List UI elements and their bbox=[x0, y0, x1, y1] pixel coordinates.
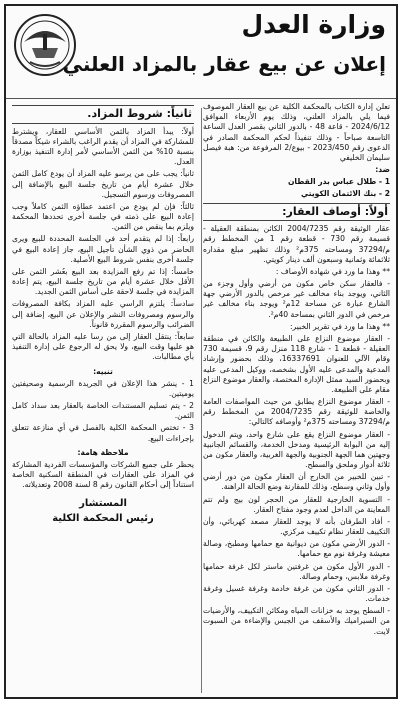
notice-header bbox=[6, 6, 396, 99]
party-item: 2 - بنك الائتمان الكويتي bbox=[301, 189, 390, 199]
terms-paragraph: ثالثاً: فإن لم يودع من اعتمد عطاؤه الثمن كاملاً وجب إعادة البيع على ذمته في جلسة أخرى تحددها المحكمة ويلزم بما ينقص من الثمن. bbox=[12, 201, 194, 232]
right-column bbox=[203, 102, 390, 697]
property-paragraph: - الدور الأول مكون من غرفتين ماستر لكل غرفة حمامها وغرفة ملابس، وحمام وصالة. bbox=[203, 561, 390, 581]
property-paragraph: - فالعقار سكن خاص مكون من أرضي وأول وجزء من الثاني، ويوجد بناء مخالف غير مرخص بالدور الأرضي جهة الشارع عبارة عن مساحة 12م² ويوجد بناء مخالف غير مرخص في الدور الثاني بمساحة 40م². bbox=[203, 279, 390, 319]
terms-paragraph: سابعاً: ينتقل العقار إلى من رسا عليه المزاد بالحالة التي هو عليها وقت البيع، ولا يحق له الرجوع على إدارة التنفيذ بأي مطالبات. bbox=[12, 332, 194, 362]
terms-paragraph: خامساً: إذا تم رفع المزايدة بعد البيع بعُشر الثمن على الأقل خلال عشرة أيام من تاريخ جلسة البيع، يتم إعادة المزايدة في جلسة لاحقة على أساس الثمن الجديد. bbox=[12, 266, 194, 297]
property-paragraph: عقار الوثيقة رقم 2004/7235 الكائن بمنطقة العقيلة - قسيمة رقم 730 - قطعة رقم 1 من المخطط رقم م/37294 ومساحته 375م² وذلك تظهير مبلغ مقداره ثلاثمائة وثمانية وسبعون ألف دينار كويتي. bbox=[203, 224, 390, 264]
notice-item: 1 - ينشر هذا الإعلان في الجريدة الرسمية وصحيفتين يوميتين. bbox=[12, 378, 194, 398]
section-property-description-title: أولاً: أوصاف العقار: bbox=[203, 203, 390, 222]
property-paragraph: - العقار موضوع النزاع على الطبيعة والكائن في منطقة العقيلة - قطعة 1 - شارع 118 منزل رقم 9، قسيمة 730 وقام الآلي للعنوان 16337691، وذلك بحضور وإرشاد المدعية والمدعى عليه الأول بشخصه، ووكيل المدعى عليه وبحضور السيد ممثل الإدارة المختصة، والعقار موضوع النزاع مقام على الطبيعة. bbox=[203, 334, 390, 394]
column-divider bbox=[201, 108, 202, 693]
party-item: 1 - طلال عباس بدر القطان bbox=[287, 177, 390, 187]
section-auction-terms-title: ثانياً: شروط المزاد. bbox=[12, 105, 194, 124]
signature-block bbox=[12, 496, 194, 526]
signature-title: رئيس المحكمة الكلية bbox=[52, 513, 154, 525]
property-paragraph: - السطح يوجد به خزانات المياه ومكائن التكييف، والأرضيات من السيراميك والأسقف من الجبس والإضاءة من السبوت لايت. bbox=[203, 606, 390, 636]
terms-paragraph: أولاً: يبدأ المزاد بالثمن الأساسي للعقار، ويشترط للمشاركة في المزاد أن يقدم الراغب بالشراء شيكاً مصدقاً بنسبة 10% من الثمن الأساسي لأمر إدارة التنفيذ بوزارة العدل. bbox=[12, 126, 194, 167]
intro-text: تعلن إدارة الكتاب بالمحكمة الكلية عن بيع العقار الموصوف فيما يلي بالمزاد العلني، وذلك يوم الأربعاء الموافق 2024/6/12 - قاعة 48 - بالدور الثاني بقصر العدل الساعة التاسعة صباحاً - وذلك تنفيذاً لحكم المحكمة الصادر في الدعوى رقم 2023/450 - بيوع/2 المرفوعة من: هبة فيصل سليمان الخليفي bbox=[203, 102, 390, 162]
terms-paragraph: رابعاً: إذا لم يتقدم أحد في الجلسة المحددة للبيع ويرى الحاضر من ذوي الشأن تأجيل البيع، جاز إعادة البيع في جلسة أخرى بنفس شروط البيع الأصلية. bbox=[12, 234, 194, 264]
property-paragraph: ** وهذا ما ورد في شهادة الأوصاف : bbox=[275, 266, 390, 276]
parties-list bbox=[203, 165, 390, 200]
terms-paragraph: سادساً: يلتزم الراسي عليه المزاد بكافة المصروفات والرسوم ومصروفات النشر والإعلان عن البيع، إضافة إلى الضرائب والرسوم المقررة قانوناً. bbox=[12, 299, 194, 329]
notice-body bbox=[6, 102, 396, 697]
property-paragraph: - تبين للخبير من الخارج أن العقار مكون من دور أرضي وأول وثاني وسطح، وذلك للمقارنة وضع الحالة الراهنة. bbox=[203, 472, 390, 492]
property-paragraph: - الدور الأرضي مكون من ديوانية مع حمامها ومطبخ، وصالة معيشة وغرفة نوم مع حمامها. bbox=[203, 539, 390, 559]
signature-role: المستشار bbox=[79, 498, 127, 510]
property-paragraph: - العقار موضوع النزاع يقع على شارع واحد، ويتم الدخول إليه من البوابة الرئيسية ومدخل الخدمة، والقسائم الجانبية وجهتين هما الجهة الجنوبية والجهة الغربية، والعقار مكون من ثلاثة أدوار وملحق والسطح. bbox=[203, 429, 390, 470]
property-paragraph: - التسوية الخارجية للعقار من الحجر لون بيج ولم تتم المعاينة من الداخل لعدم وجود مفتاح العقار. bbox=[203, 494, 390, 514]
property-paragraph: ** وهذا ما ورد في تقرير الخبير: bbox=[289, 321, 390, 331]
notice-item: 2 - يتم تسليم المستندات الخاصة بالعقار بعد سداد كامل الثمن. bbox=[12, 401, 194, 421]
ministry-title: وزارة العدل bbox=[241, 10, 386, 39]
property-paragraph: - أفاد الطرفان بأنه لا يوجد للعقار مصعد كهربائي، وأن التكييف للعقار نظام تكييف مركزي. bbox=[203, 516, 390, 537]
left-column bbox=[12, 102, 194, 697]
remark-title: ملاحظة هامة: bbox=[77, 447, 129, 457]
notice-item: 3 - تختص المحكمة الكلية بالفصل في أي منازعة تتعلق بإجراءات البيع. bbox=[12, 423, 194, 443]
property-paragraph: - الدور الثاني مكون من غرفة خادمة وغرفة غسيل وغرفة خدمات. bbox=[203, 583, 390, 604]
notice-subtitle: تنبيه: bbox=[93, 366, 113, 376]
remark-text: يحظر على جميع الشركات والمؤسسات الفردية المشاركة في المزاد على العقارات في المنطقة السكنية الخاصة استناداً إلى أحكام القانون رقم 8 لسنة 2008 وتعديلاته. bbox=[12, 459, 194, 490]
parties-label: ضد: bbox=[375, 165, 390, 175]
notice-title: إعلان عن بيع عقار بالمزاد العلني bbox=[62, 52, 386, 76]
property-paragraph: - العقار موضوع النزاع يطابق من حيث المواصفات العامة والخاصة للوثيقة رقم 2004/7235 من المخطط رقم م/37294 ومساحته 375م² وأوصافه كالتالي: bbox=[203, 397, 390, 427]
auction-notice bbox=[4, 4, 398, 699]
terms-paragraph: ثانياً: يجب على من يرسو عليه المزاد أن يودع كامل الثمن خلال عشرة أيام من تاريخ جلسة البيع بالإضافة إلى المصروفات ورسوم التسجيل. bbox=[12, 169, 194, 199]
